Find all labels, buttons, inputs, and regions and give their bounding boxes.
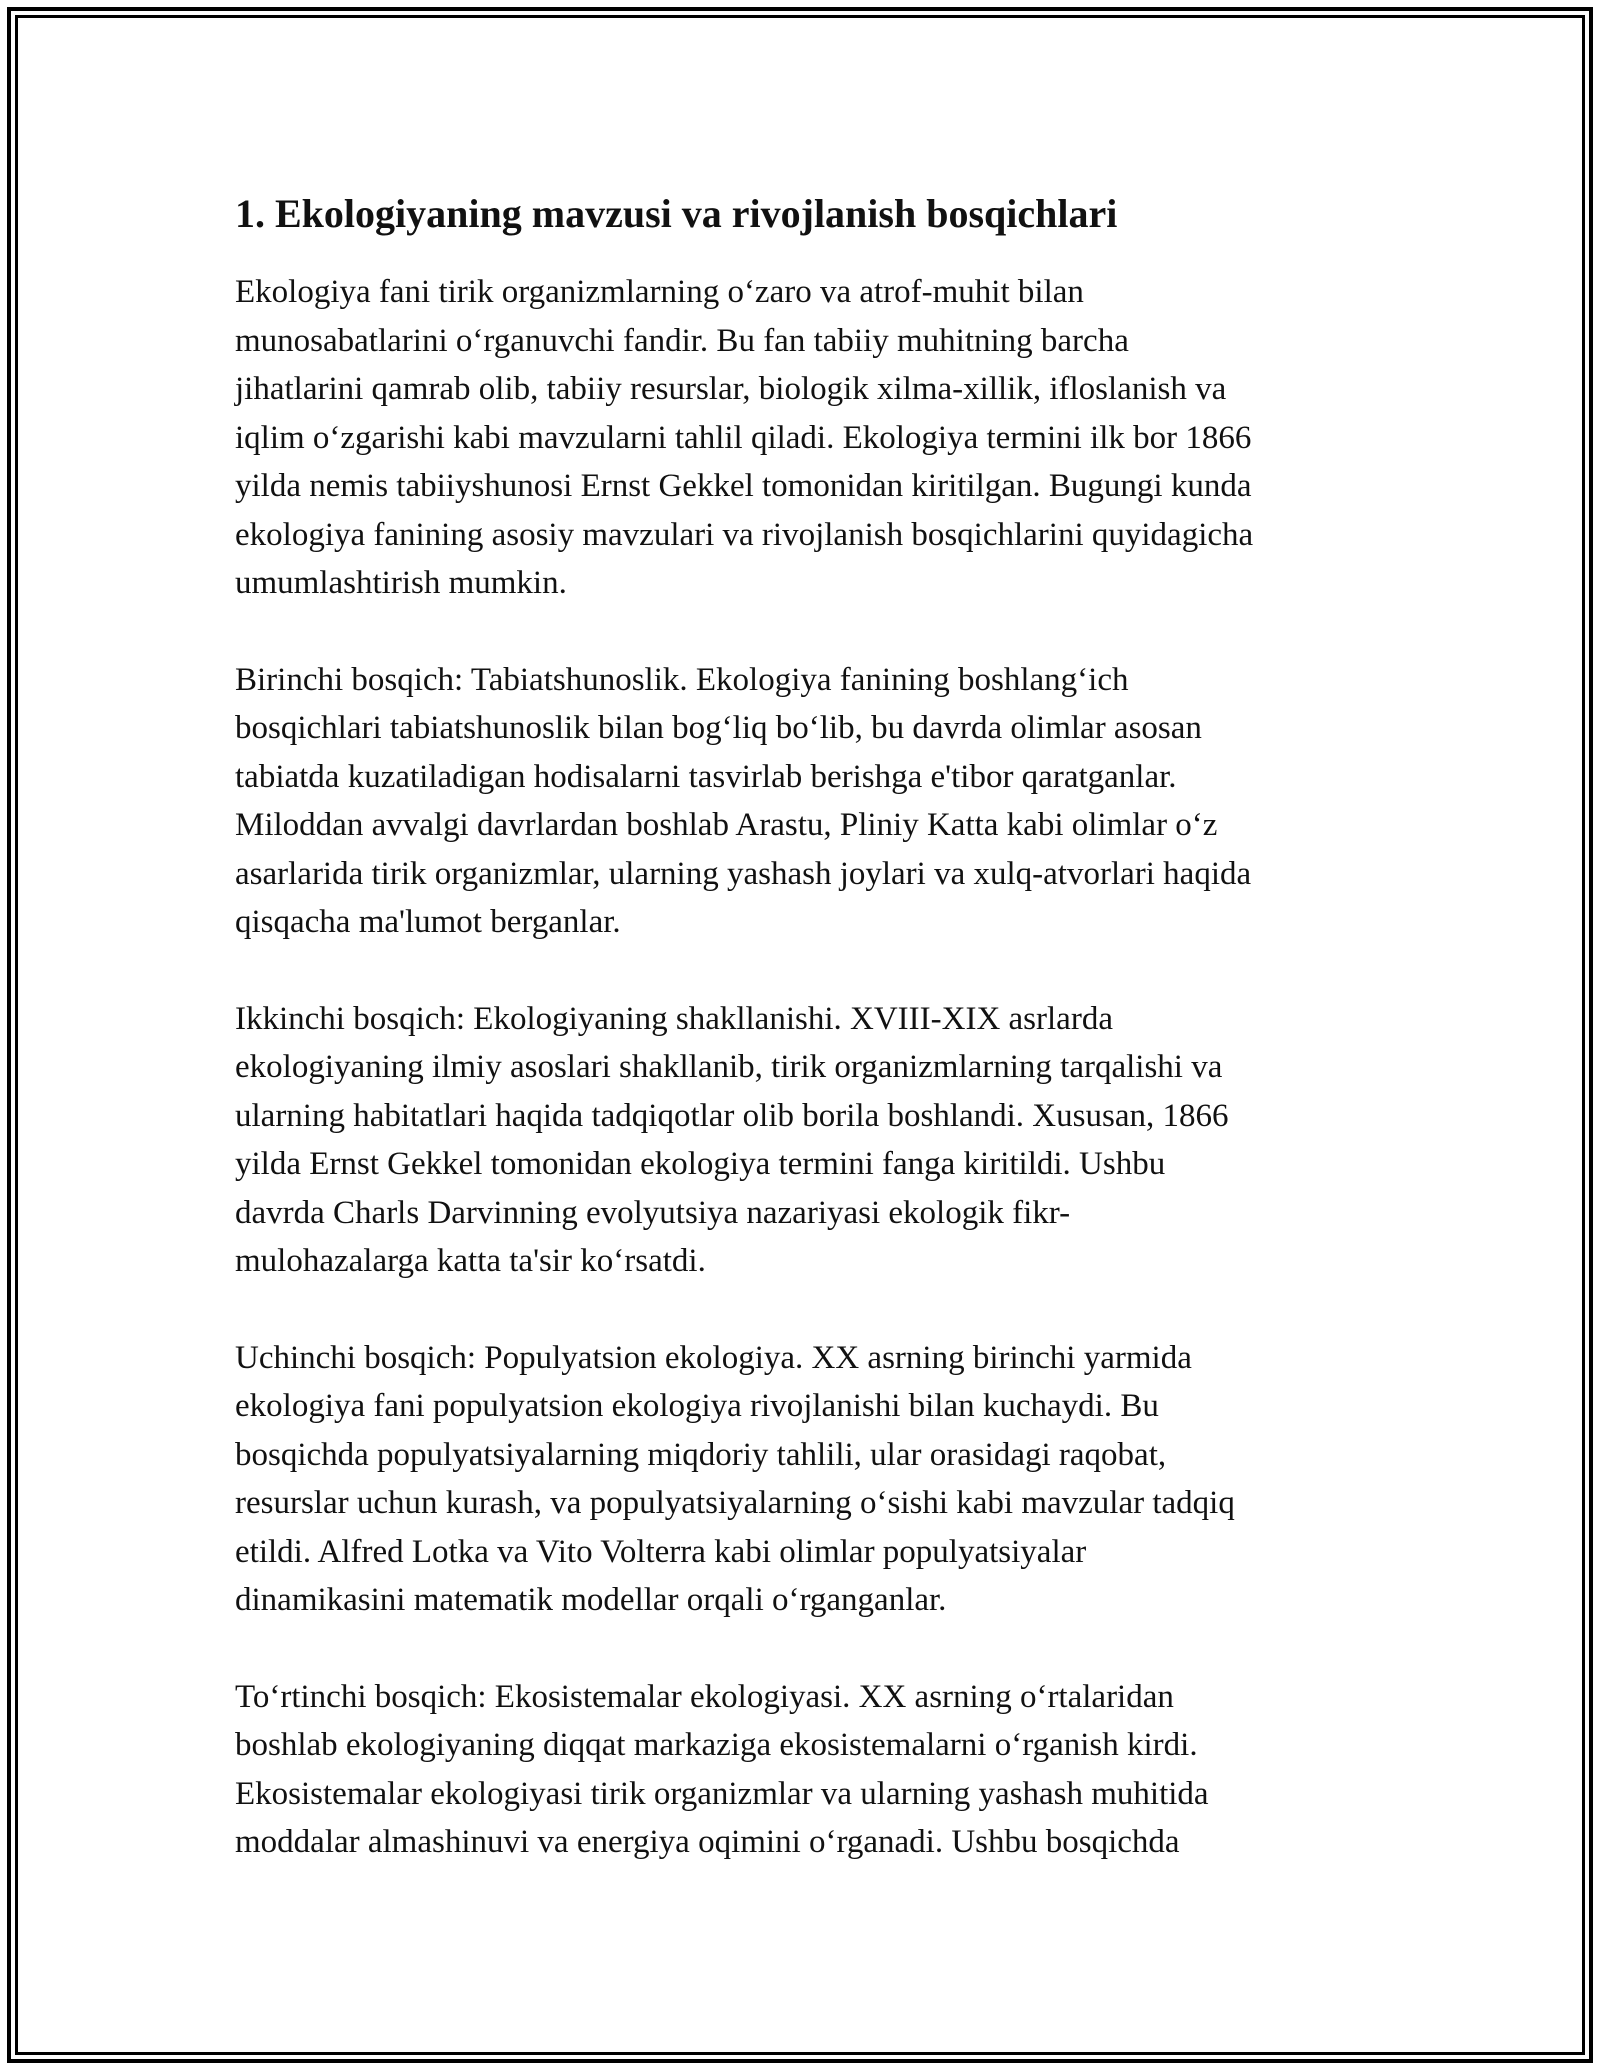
paragraph-stage-3 xyxy=(235,1334,1375,1625)
text-line: yilda Ernst Gekkel tomonidan ekologiya termini fanga kiritildi. Ushbu xyxy=(235,1146,1166,1182)
text-line: ularning habitatlari haqida tadqiqotlar olib borila boshlandi. Xususan, 1866 xyxy=(235,1097,1229,1134)
text-line: davrda Charls Darvinning evolyutsiya nazariyasi ekologik fikr- xyxy=(235,1194,1071,1231)
paragraph-stage-1 xyxy=(235,656,1375,947)
text-line: Miloddan avvalgi davrlardan boshlab Arastu, Pliniy Katta kabi olimlar o‘z xyxy=(235,807,1218,843)
text-line: tabiatda kuzatiladigan hodisalarni tasvirlab berishga e'tibor qaratganlar. xyxy=(235,758,1177,795)
section-heading: 1. Ekologiyaning mavzusi va rivojlanish bosqichlari xyxy=(235,191,1118,236)
text-line: mulohazalarga katta ta'sir ko‘rsatdi. xyxy=(235,1243,706,1279)
text-line: dinamikasini matematik modellar orqali o‘rganganlar. xyxy=(235,1582,947,1618)
text-line: Birinchi bosqich: Tabiatshunoslik. Ekologiya fanining boshlang‘ich xyxy=(235,661,1129,698)
text-line: jihatlarini qamrab olib, tabiiy resurslar, biologik xilma-xillik, ifloslanish va xyxy=(235,371,1227,407)
text-line: qisqacha ma'lumot berganlar. xyxy=(235,904,621,940)
text-line: To‘rtinchi bosqich: Ekosistemalar ekologiyasi. XX asrning o‘rtalaridan xyxy=(235,1678,1174,1715)
text-line: bosqichlari tabiatshunoslik bilan bog‘liq bo‘lib, bu davrda olimlar asosan xyxy=(235,710,1202,746)
text-line: boshlab ekologiyaning diqqat markaziga ekosistemalarni o‘rganish kirdi. xyxy=(235,1727,1198,1763)
text-line: asarlarida tirik organizmlar, ularning yashash joylari va xulq-atvorlari haqida xyxy=(235,855,1252,892)
text-line: bosqichda populyatsiyalarning miqdoriy tahlili, ular orasidagi raqobat, xyxy=(235,1436,1167,1473)
text-line: moddalar almashinuvi va energiya oqimini o‘rganadi. Ushbu bosqichda xyxy=(235,1824,1180,1860)
text-line: etildi. Alfred Lotka va Vito Volterra kabi olimlar populyatsiyalar xyxy=(235,1533,1087,1570)
text-line: yilda nemis tabiiyshunosi Ernst Gekkel tomonidan kiritilgan. Bugungi kunda xyxy=(235,468,1252,504)
text-line: ekologiya fanining asosiy mavzulari va rivojlanish bosqichlarini quyidagicha xyxy=(235,516,1254,553)
text-line: munosabatlarini o‘rganuvchi fandir. Bu fan tabiiy muhitning barcha xyxy=(235,322,1129,359)
text-line: Ekologiya fani tirik organizmlarning o‘zaro va atrof-muhit bilan xyxy=(235,274,1084,310)
paragraph-stage-4 xyxy=(235,1673,1375,1867)
text-line: ekologiyaning ilmiy asoslari shakllanib, tirik organizmlarning tarqalishi va xyxy=(235,1049,1223,1085)
text-line: Ikkinchi bosqich: Ekologiyaning shakllanishi. XVIII-XIX asrlarda xyxy=(235,1000,1113,1037)
text-line: iqlim o‘zgarishi kabi mavzularni tahlil qiladi. Ekologiya termini ilk bor 1866 xyxy=(235,419,1252,456)
text-line: ekologiya fani populyatsion ekologiya rivojlanishi bilan kuchaydi. Bu xyxy=(235,1388,1159,1424)
text-line: resurslar uchun kurash, va populyatsiyalarning o‘sishi kabi mavzular tadqiq xyxy=(235,1485,1235,1521)
text-line: Ekosistemalar ekologiyasi tirik organizmlar va ularning yashash muhitida xyxy=(235,1775,1209,1812)
text-line: Uchinchi bosqich: Populyatsion ekologiya. XX asrning birinchi yarmida xyxy=(235,1339,1192,1376)
paragraph-intro xyxy=(235,268,1375,608)
text-line: umumlashtirish mumkin. xyxy=(235,565,567,601)
document-body xyxy=(235,184,1375,1867)
paragraph-stage-2 xyxy=(235,995,1375,1286)
